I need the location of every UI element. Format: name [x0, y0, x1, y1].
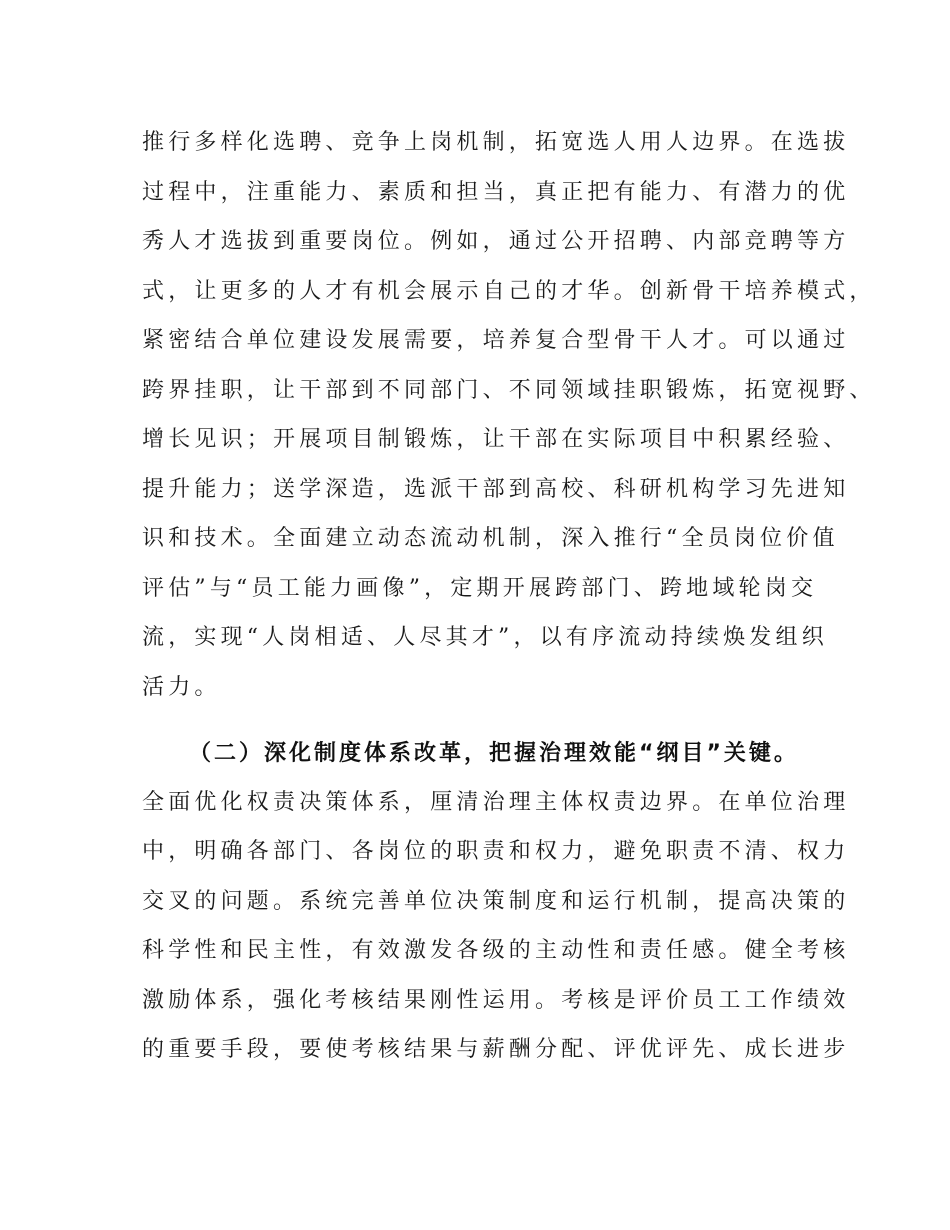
paragraph-line: 识和技术。全面建立动态流动机制，深入推行“全员岗位价值	[142, 526, 839, 551]
paragraph-line: 提升能力；送学深造，选派干部到高校、科研机构学习先进知	[142, 477, 850, 502]
paragraph-line: 活力。	[142, 675, 221, 700]
paragraph-line: 增长见识；开展项目制锻炼，让干部在实际项目中积累经验、	[142, 427, 850, 452]
paragraph-line: 紧密结合单位建设发展需要，培养复合型骨干人才。可以通过	[142, 328, 850, 353]
paragraph-line: 式，让更多的人才有机会展示自己的才华。创新骨干培养模式，	[142, 279, 876, 304]
paragraph-line: 的重要手段，要使考核结果与薪酬分配、评优评先、成长进步	[142, 1037, 850, 1062]
paragraph-line: 推行多样化选聘、竞争上岗机制，拓宽选人用人边界。在选拔	[142, 130, 850, 155]
paragraph-line: 过程中，注重能力、素质和担当，真正把有能力、有潜力的优	[142, 180, 850, 205]
section-heading: （二）深化制度体系改革，把握治理效能“纲目”关键。	[189, 741, 799, 766]
paragraph-line: 中，明确各部门、各岗位的职责和权力，避免职责不清、权力	[142, 839, 850, 864]
paragraph-line: 科学性和民主性，有效激发各级的主动性和责任感。健全考核	[142, 938, 850, 963]
paragraph-line: 全面优化权责决策体系，厘清治理主体权责边界。在单位治理	[142, 790, 850, 815]
paragraph-line: 交叉的问题。系统完善单位决策制度和运行机制，提高决策的	[142, 889, 850, 914]
paragraph-line: 秀人才选拔到重要岗位。例如，通过公开招聘、内部竞聘等方	[142, 229, 850, 254]
paragraph-line: 流，实现“人岗相适、人尽其才”，以有序流动持续焕发组织	[142, 625, 828, 650]
paragraph-line: 激励体系，强化考核结果刚性运用。考核是评价员工工作绩效	[142, 988, 850, 1013]
paragraph-line: 评估”与“员工能力画像”，定期开展跨部门、跨地域轮岗交	[142, 576, 818, 601]
paragraph-line: 跨界挂职，让干部到不同部门、不同领域挂职锻炼，拓宽视野、	[142, 378, 876, 403]
